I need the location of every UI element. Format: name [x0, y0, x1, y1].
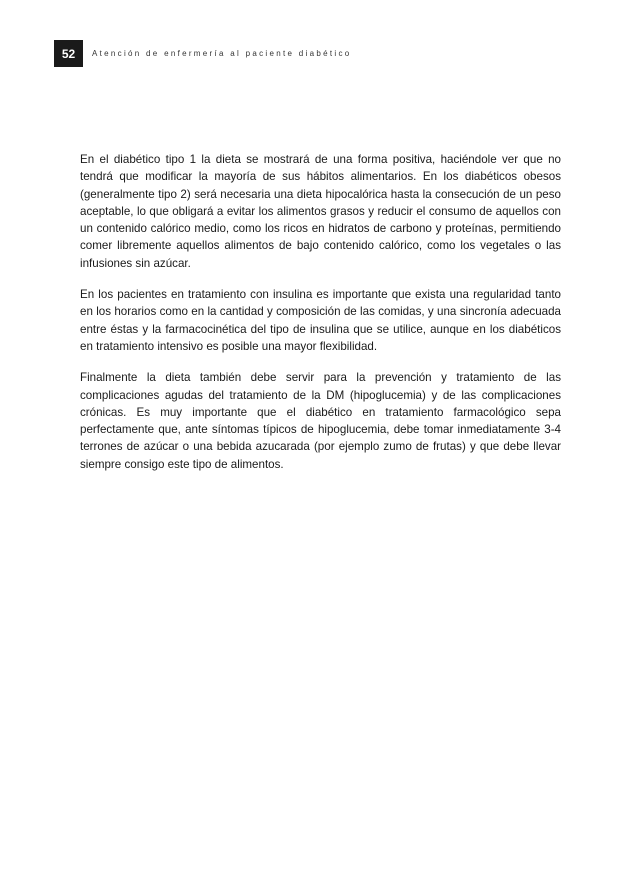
body-text	[80, 151, 561, 487]
page-number: 52	[54, 40, 83, 67]
paragraph-diet-type: En el diabético tipo 1 la dieta se mostrará de una forma positiva, haciéndole ver que no tendrá que modificar la mayoría de sus hábitos alimentarios. En los diabéticos obesos (generalmente tipo 2) será necesaria una dieta hipocalórica hasta la consecución de un peso aceptable, lo que obligará a evitar los alimentos grasos y reducir el consumo de aquellos con un contenido calórico medio, como los ricos en hidratos de carbono y proteínas, permitiendo comer libremente aquellos alimentos de bajo contenido calórico, como los vegetales o las infusiones sin azúcar.	[80, 153, 561, 270]
paragraph-insulin: En los pacientes en tratamiento con insulina es importante que exista una regularidad tanto en los horarios como en la cantidad y composición de las comidas, y una sincronía adecuada entre éstas y la farmacocinética del tipo de insulina que se utilice, aunque en los diabéticos en tratamiento intensivo es posible una mayor flexibilidad.	[80, 288, 561, 353]
running-title: Atención de enfermería al paciente diabético	[92, 49, 352, 58]
page-header	[54, 40, 352, 67]
paragraph-complications: Finalmente la dieta también debe servir para la prevención y tratamiento de las complicaciones agudas del tratamiento de la DM (hipoglucemia) y de las complicaciones crónicas. Es muy importante que el diabético en tratamiento farmacológico sepa perfectamente que, ante síntomas típicos de hipoglucemia, debe tomar inmediatamente 3-4 terrones de azúcar o una bebida azucarada (por ejemplo zumo de frutas) y que debe llevar siempre consigo este tipo de alimentos.	[80, 371, 561, 471]
